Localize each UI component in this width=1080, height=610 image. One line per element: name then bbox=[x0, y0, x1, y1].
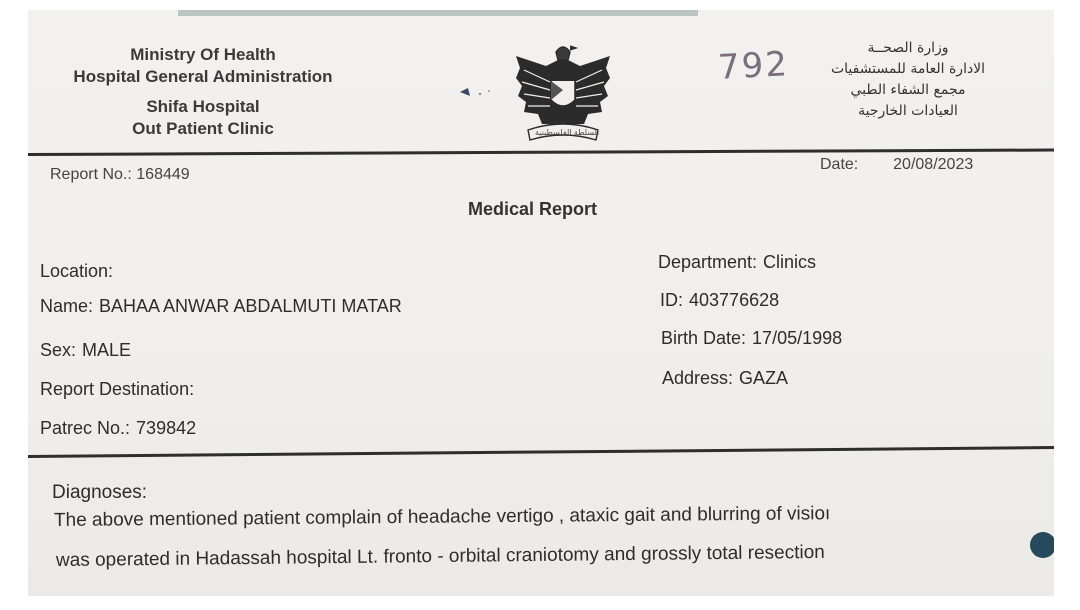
id-label: ID: bbox=[660, 290, 684, 310]
report-title: Medical Report bbox=[468, 199, 598, 219]
header-english bbox=[28, 44, 378, 140]
report-number-label: Report No.: bbox=[50, 166, 132, 183]
handwritten-number: 792 bbox=[717, 44, 790, 88]
hospital-name: Shifa Hospital bbox=[146, 97, 260, 116]
birth-date-field bbox=[661, 328, 842, 349]
diagnoses-line-2: was operated in Hadassah hospital Lt. fronto - orbital craniotomy and grossly total resection bbox=[55, 541, 825, 571]
report-number bbox=[50, 166, 190, 184]
destination-label: Report Destination: bbox=[40, 379, 195, 399]
medical-report-paper bbox=[28, 10, 1054, 596]
department-label: Department: bbox=[658, 252, 758, 272]
date-label: Date: bbox=[820, 156, 859, 173]
address-field bbox=[662, 368, 788, 389]
department-value: Clinics bbox=[763, 252, 817, 272]
ink-smudge bbox=[456, 82, 506, 102]
administration-name-ar: الادارة العامة للمستشفيات bbox=[830, 61, 986, 77]
top-strip bbox=[178, 10, 698, 16]
patrec-value: 739842 bbox=[136, 418, 197, 438]
diagnoses-label: Diagnoses: bbox=[52, 482, 148, 503]
id-field bbox=[660, 290, 779, 311]
ink-dot bbox=[1030, 532, 1054, 558]
header-arabic bbox=[798, 38, 1018, 122]
birth-date-value: 17/05/1998 bbox=[752, 328, 843, 348]
address-label: Address: bbox=[662, 368, 734, 388]
department-field bbox=[658, 252, 816, 273]
patrec-label: Patrec No.: bbox=[40, 418, 131, 438]
name-field bbox=[40, 296, 402, 317]
location-field bbox=[40, 261, 119, 282]
administration-name: Hospital General Administration bbox=[73, 67, 333, 86]
patrec-field bbox=[40, 418, 196, 439]
address-value: GAZA bbox=[739, 368, 789, 388]
header-divider bbox=[28, 149, 1054, 156]
name-value: BAHAA ANWAR ABDALMUTI MATAR bbox=[99, 296, 402, 316]
ministry-name-ar: وزارة الصحــة bbox=[867, 40, 949, 56]
clinic-name-ar: العيادات الخارجية bbox=[858, 103, 958, 119]
section-divider bbox=[28, 446, 1054, 458]
sex-label: Sex: bbox=[40, 340, 77, 360]
hospital-name-ar: مجمع الشفاء الطبي bbox=[850, 82, 966, 98]
birth-date-label: Birth Date: bbox=[661, 328, 747, 348]
report-number-value: 168449 bbox=[136, 166, 190, 183]
emblem-caption: السلطة الفلسطينية bbox=[535, 128, 600, 137]
id-value: 403776628 bbox=[689, 290, 780, 310]
sex-value: MALE bbox=[82, 340, 132, 360]
destination-field bbox=[40, 379, 200, 400]
ministry-name: Ministry Of Health bbox=[130, 45, 276, 64]
location-label: Location: bbox=[40, 261, 114, 281]
report-date bbox=[820, 156, 973, 174]
date-value: 20/08/2023 bbox=[893, 156, 974, 173]
name-label: Name: bbox=[40, 296, 94, 316]
diagnoses-line-1: The above mentioned patient complain of headache vertigo , ataxic gait and blurring of visioı bbox=[53, 503, 831, 531]
sex-field bbox=[40, 340, 131, 361]
clinic-name: Out Patient Clinic bbox=[132, 119, 274, 138]
